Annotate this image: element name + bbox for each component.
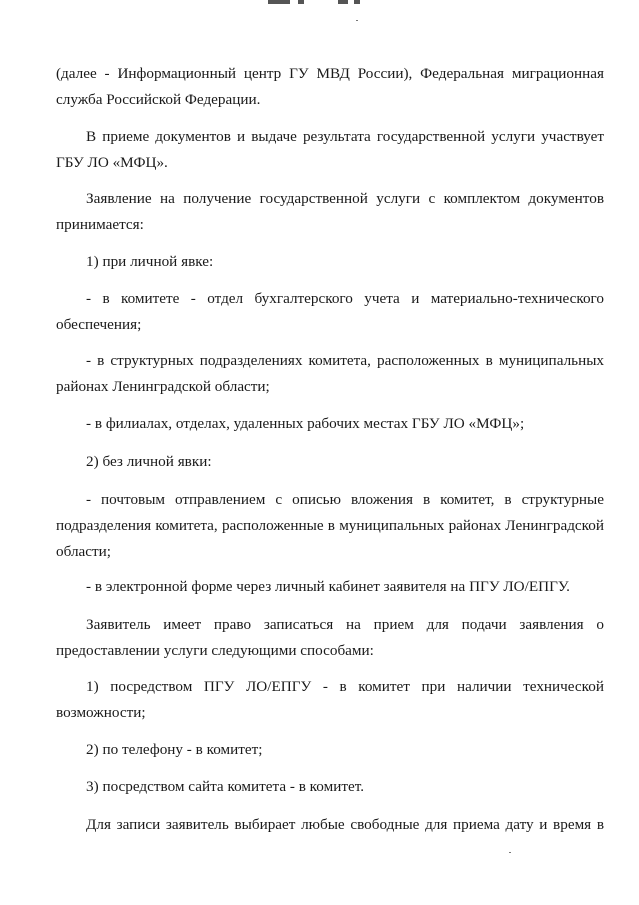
paragraph-appointment-choice: Для записи заявитель выбирает любые свободные для приема дату и время в (86, 816, 604, 833)
paragraph-application-acceptance: Заявление на получение государственной услуги с комплектом документов принимается: (56, 190, 604, 233)
list-item-portal: 1) посредством ПГУ ЛО/ЕПГУ - в комитет при наличии технической возможности; (56, 678, 604, 721)
paragraph-appointment-right: Заявитель имеет право записаться на прием для подачи заявления о предоставлении услуги следующими способами: (56, 616, 604, 659)
scan-artifact-top (268, 0, 368, 5)
list-item-phone: 2) по телефону - в комитет; (86, 741, 263, 758)
list-item-postal: - почтовым отправлением с описью вложения в комитет, в структурные подразделения комитета, расположенные в муниципальных районах Ленинградской области; (56, 491, 604, 560)
paragraph-continuation: (далее - Информационный центр ГУ МВД России), Федеральная миграционная служба Российской Федерации. (56, 65, 604, 108)
list-item-electronic: - в электронной форме через личный кабинет заявителя на ПГУ ЛО/ЕПГУ. (86, 578, 570, 595)
paragraph-mfc-participation: В приеме документов и выдаче результата государственной услуги участвует ГБУ ЛО «МФЦ». (56, 128, 604, 171)
scan-speck (356, 20, 358, 21)
list-heading-in-person: 1) при личной явке: (86, 253, 214, 270)
list-item-mfc-branches: - в филиалах, отделах, удаленных рабочих местах ГБУ ЛО «МФЦ»; (86, 415, 525, 432)
list-heading-without-visit: 2) без личной явки: (86, 453, 212, 470)
scan-speck (509, 852, 511, 853)
list-item-website: 3) посредством сайта комитета - в комитет. (86, 778, 364, 795)
list-item-committee-department: - в комитете - отдел бухгалтерского учета и материально-технического обеспечения; (56, 290, 604, 333)
list-item-structural-units: - в структурных подразделениях комитета, расположенных в муниципальных районах Ленинградской области; (56, 352, 604, 395)
